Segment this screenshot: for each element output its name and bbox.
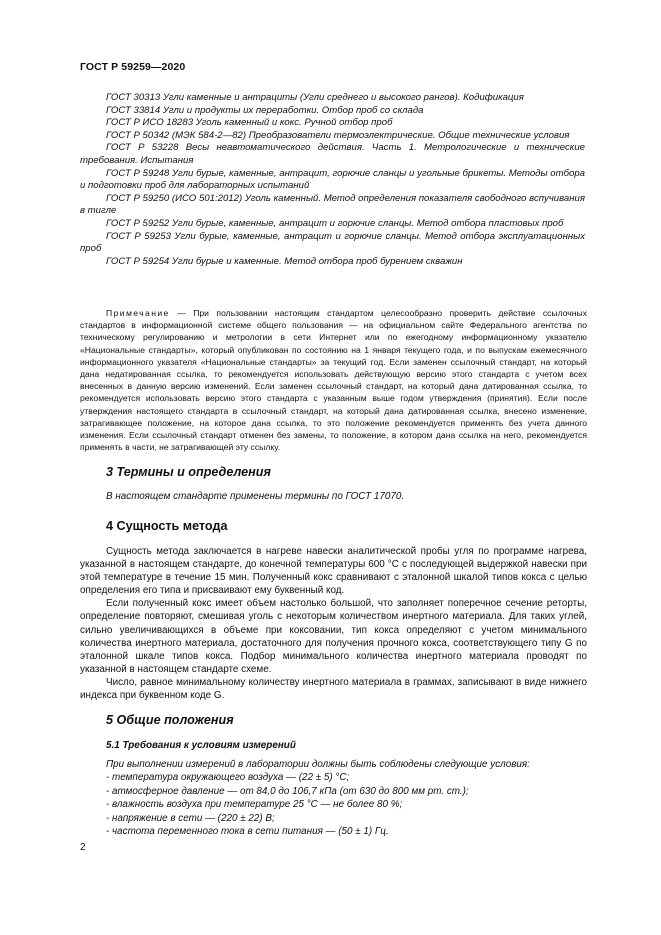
measurement-conditions [106, 758, 592, 838]
reference-item: ГОСТ Р 59253 Угли бурые, каменные, антрацит и горючие сланцы. Метод отбора эксплуатационных проб [80, 230, 585, 255]
document-header: ГОСТ Р 59259—2020 [80, 61, 186, 73]
reference-item: ГОСТ Р 53228 Весы неавтоматического действия. Часть 1. Метрологические и технические требования. Испытания [80, 142, 585, 166]
section-4-body [80, 545, 587, 702]
condition-item: - влажность воздуха при температуре 25 °С — не более 80 %; [106, 799, 403, 811]
note-text: — При пользовании настоящим стандартом целесообразно проверить действие ссылочных стандартов в информационной системе общего пользования — на официальном сайте Федерального агентства по техническому регулированию и метрологии в сети Интернет или по ежегодному информационному указателю «Национальные стандарты», который опубликован по состоянию на 1 января текущего года, и по выпускам ежемесячного информационного указателя «Национальные стандарты» за текущий год. Если заменен ссылочный стандарт, на который дана недатированная ссылка, то рекомендуется использовать действующую версию этого стандарта с учетом всех внесенных в данную версию изменений. Если заменен ссылочный стандарт, на который дана датированная ссылка, то рекомендуется использовать версию этого стандарта с указанным выше годом утверждения (принятия). Если после утверждения настоящего стандарта в ссылочный стандарт, на который дана датированная ссылка, внесено изменение, затрагивающее положение, на которое дана ссылка, то это положение рекомендуется применять без учета данного изменения. Если ссылочный стандарт отменен без замены, то положение, в котором дана ссылка на него, рекомендуется применять в части, не затрагивающей эту ссылку. [80, 308, 587, 453]
section-3-text: В настоящем стандарте применены термины по ГОСТ 17070. [106, 491, 405, 502]
page-number: 2 [80, 842, 86, 853]
section-4-heading: 4 Сущность метода [106, 519, 228, 533]
reference-item: ГОСТ Р 59254 Угли бурые и каменные. Метод отбора проб бурением скважин [106, 255, 463, 267]
conditions-intro: При выполнении измерений в лаборатории должны быть соблюдены следующие условия: [106, 759, 530, 770]
note-lead: Примечание [106, 308, 170, 318]
paragraph: Сущность метода заключается в нагреве навески аналитической пробы угля по программе нагрева, указанной в настоящем стандарте, до конечной температуры 600 °С с последующей выдержкой навески при этой температуре в течение 15 мин. Полученный кокс сравнивают с эталонной шкалой типов кокса с целью определения его типа и присваивают ему буквенный код. [80, 546, 587, 597]
reference-item: ГОСТ 30313 Угли каменные и антрациты (Угли среднего и высокого рангов). Кодификация [106, 92, 524, 103]
references-note [80, 307, 587, 453]
reference-item: ГОСТ Р 59252 Угли бурые, каменные, антрацит и горючие сланцы. Метод отбора пластовых проб [106, 217, 564, 229]
reference-item: ГОСТ Р 59250 (ИСО 501:2012) Уголь каменный. Метод определения показателя свободного вспучивания в тигле [80, 192, 585, 217]
paragraph: Если полученный кокс имеет объем настолько большой, что заполняет поперечное сечение реторты, определение повторяют, смешивая уголь с некоторым количеством инертного материала. Для таких углей, сильно увеличивающихся в объеме при коксовании, тип кокса определяют с учетом минимального количества инертного материала, достаточного для получения прочного кокса, соответствующего типу G по эталонной шкале типов кокса. Подбор минимального количества инертного материала проводят по указанной в настоящем стандарте схеме. [80, 598, 587, 675]
condition-item: - температура окружающего воздуха — (22 ± 5) °С; [106, 772, 350, 784]
condition-item: - частота переменного тока в сети питания — (50 ± 1) Гц. [106, 826, 389, 838]
section-3-heading: 3 Термины и определения [106, 465, 271, 479]
reference-item: ГОСТ Р ИСО 18283 Уголь каменный и кокс. Ручной отбор проб [106, 117, 393, 129]
reference-item: ГОСТ 33814 Угли и продукты их переработки. Отбор проб со склада [106, 104, 424, 116]
condition-item: - атмосферное давление — от 84,0 до 106,7 кПа (от 630 до 800 мм рт. ст.); [106, 785, 469, 797]
condition-item: - напряжение в сети — (220 ± 22) В; [106, 812, 275, 824]
section-5-heading: 5 Общие положения [106, 713, 234, 727]
section-5-1-heading: 5.1 Требования к условиям измерений [106, 740, 296, 751]
paragraph: Число, равное минимальному количеству инертного материала в граммах, записывают в виде нижнего индекса при буквенном коде G. [80, 676, 587, 702]
normative-references-list [80, 92, 585, 268]
reference-item: ГОСТ Р 59248 Угли бурые, каменные, антрацит, горючие сланцы и угольные брикеты. Методы отбора и подготовки проб для лабораторных испытаний [80, 167, 585, 192]
reference-item: ГОСТ Р 50342 (МЭК 584-2—82) Преобразователи термоэлектрические. Общие технические условия [106, 129, 570, 141]
